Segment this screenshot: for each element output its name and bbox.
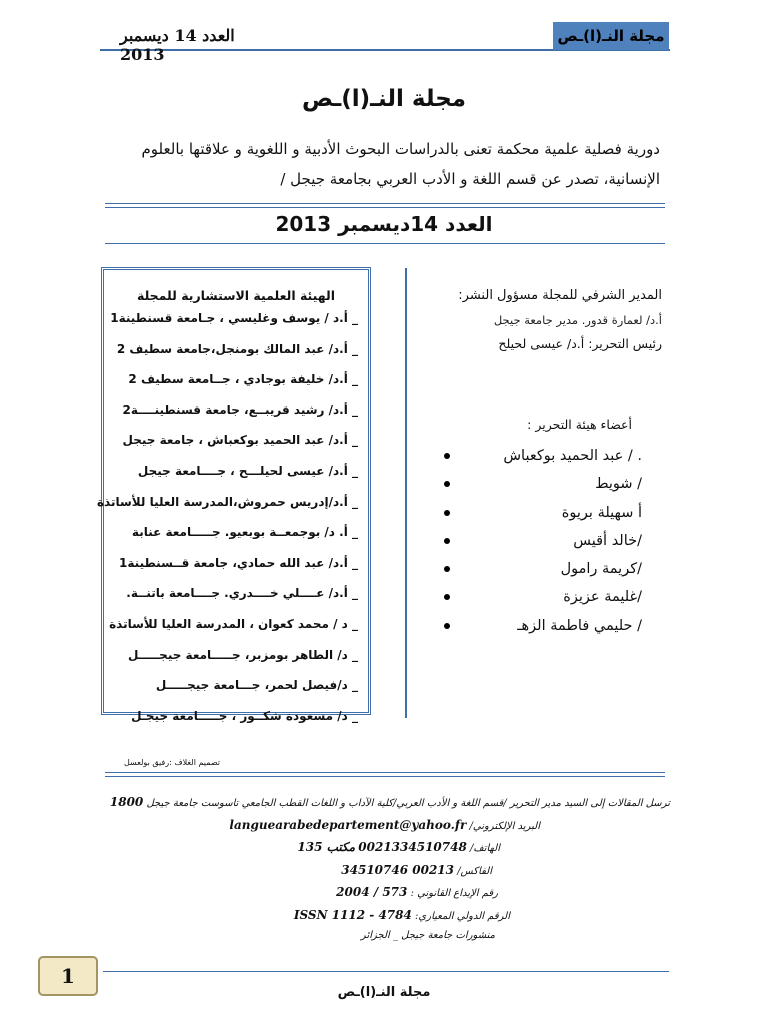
journal-title: مجلة النـ(ا)ـص	[301, 86, 467, 112]
issue-line: العدد 14ديسمبر 2013	[275, 212, 493, 236]
phone-label: الهاتف/	[470, 843, 500, 854]
board-member: _ أ.د/ خليفة بوجادي ، جــامعة سطيف 2	[128, 372, 358, 387]
list-item	[440, 612, 662, 640]
postal-code: 1800	[109, 795, 144, 809]
board-member: _ أ.د/إدريس حمروش،المدرسة العليا للأساتذة	[96, 494, 358, 509]
bullet-icon	[444, 510, 450, 516]
email-line	[110, 818, 670, 841]
phone-number: 0021334510748	[358, 840, 467, 854]
list-item	[440, 499, 662, 527]
bullet-icon	[444, 623, 450, 629]
member-name: . / عبد الحميد بوكعباش	[503, 448, 642, 464]
board-member: _ أ.د / يوسف وغليسي ، جـامعة قسنطينة1	[110, 311, 358, 325]
member-name: أ سهيلة بريوة	[561, 504, 642, 521]
header-journal-tab: مجلة النـ(ا)ـص	[553, 22, 669, 50]
board-member: _ د / محمد كعوان ، المدرسة العليا للأساتذة	[109, 616, 358, 631]
board-member: _ أ.د/ عبد الحميد بوكعباش ، جامعة جيجل	[122, 433, 358, 448]
divider	[105, 207, 665, 208]
fax-number: 00213 34510746	[341, 862, 454, 877]
issn-number: ISSN 1112 - 4784	[293, 907, 412, 922]
fax-label: الفاكس/	[457, 865, 492, 877]
advisory-board-title: الهيئة العلمية الاستشارية للمجلة	[136, 288, 335, 303]
bullet-icon	[444, 481, 450, 487]
list-item	[440, 442, 662, 470]
legal-deposit-number: 573 / 2004	[336, 885, 408, 899]
board-member: _ أ.د/ عبد المالك بومنجل،جامعة سطيف 2	[116, 341, 358, 356]
divider	[105, 772, 665, 773]
advisory-board-box	[96, 267, 371, 723]
publisher-line: منشورات جامعة جيجل _ الجزائر	[360, 930, 495, 941]
footer-rule	[103, 971, 669, 972]
submission-text: ترسل المقالات إلى السيد مدير التحرير /قسم اللغة و الأدب العربي/كلية الآداب و اللغات القطب الجامعي تاسوست جامعة جيجل	[146, 798, 670, 809]
page-number-badge: 1	[38, 956, 98, 996]
list-item	[440, 555, 662, 583]
bullet-icon	[444, 538, 450, 544]
divider	[105, 776, 665, 777]
legal-deposit-line	[110, 885, 670, 908]
phone-line	[110, 840, 670, 863]
divider	[105, 243, 665, 244]
board-member: _ أ. د/ بوجمعــة بوبعيو. جـــــامعة عنابة	[131, 525, 358, 540]
column-separator	[405, 268, 407, 718]
cover-design-credit: تصميم الغلاف :رفيق بولعسل	[123, 758, 220, 767]
editorial-members-title: أعضاء هيئة التحرير :	[527, 417, 632, 432]
email-address[interactable]: languearabedepartement@yahoo.fr	[229, 817, 467, 832]
issn-label: الرقم الدولي المعياري:	[415, 910, 510, 922]
email-label: البريد الإلكتروني/	[469, 820, 540, 832]
bullet-icon	[444, 453, 450, 459]
board-member: _ أ.د/ عيسى لحيلـــح ، جــــامعة جيجل	[137, 463, 358, 478]
list-item	[440, 470, 662, 498]
journal-description: دورية فصلية علمية محكمة تعنى بالدراسات البحوث الأدبية و اللغوية و علاقتها بالعلوم الإنسانية، تصدر عن قسم اللغة و الأدب العربي بجامعة جيجل /	[141, 140, 660, 188]
member-name: /خالد أقيس	[573, 532, 642, 549]
board-member: _ د/ الطاهر بومزبر، جـــــامعة جيجـــــل	[127, 647, 358, 662]
member-name: /كريمة رامول	[560, 561, 642, 578]
bullet-icon	[444, 566, 450, 572]
member-name: /غليمة عزيزة	[563, 589, 642, 606]
board-member: _ أ.د/ عبد الله حمادي، جامعة قــسنطينة1	[119, 555, 358, 570]
board-member: _ أ.د/ رشيد قريبــع، جامعة قسنطينــــة2	[122, 402, 358, 417]
fax-line	[110, 863, 670, 886]
issn-line	[110, 908, 670, 931]
chief-editor: رئيس التحرير: أ.د/ عيسى لحيلح	[498, 336, 662, 351]
legal-deposit-label: رقم الإيداع القانوني :	[410, 888, 498, 899]
list-item	[440, 527, 662, 555]
contact-block	[110, 795, 670, 953]
list-item	[440, 583, 662, 611]
board-member: _ د/فيصل لحمر، جـــامعة جيجـــــل	[155, 678, 358, 693]
member-name: / شويط	[595, 476, 642, 493]
board-member: _ أ.د/ عــــلي خــــدري. جــــامعة باتنــة.	[126, 586, 358, 601]
bullet-icon	[444, 594, 450, 600]
director-name: أ.د/ لعمارة قدور. مدير جامعة جيجل	[493, 313, 662, 327]
member-name: / حليمي فاطمة الزهـ	[517, 617, 642, 634]
director-label: المدير الشرفي للمجلة مسؤول النشر:	[458, 288, 662, 303]
editorial-column	[440, 288, 662, 640]
footer-journal-name: مجلة النـ(ا)ـص	[337, 985, 431, 1000]
office-number: مكتب 135	[297, 840, 356, 854]
header-issue: العدد 14 ديسمبر 2013	[120, 26, 235, 64]
submission-line	[110, 795, 670, 818]
board-member: _ د/ مسعودة شكــور ، جـــــامعة جيجـل	[131, 708, 358, 723]
editorial-members-list	[440, 442, 662, 640]
divider	[105, 203, 665, 204]
